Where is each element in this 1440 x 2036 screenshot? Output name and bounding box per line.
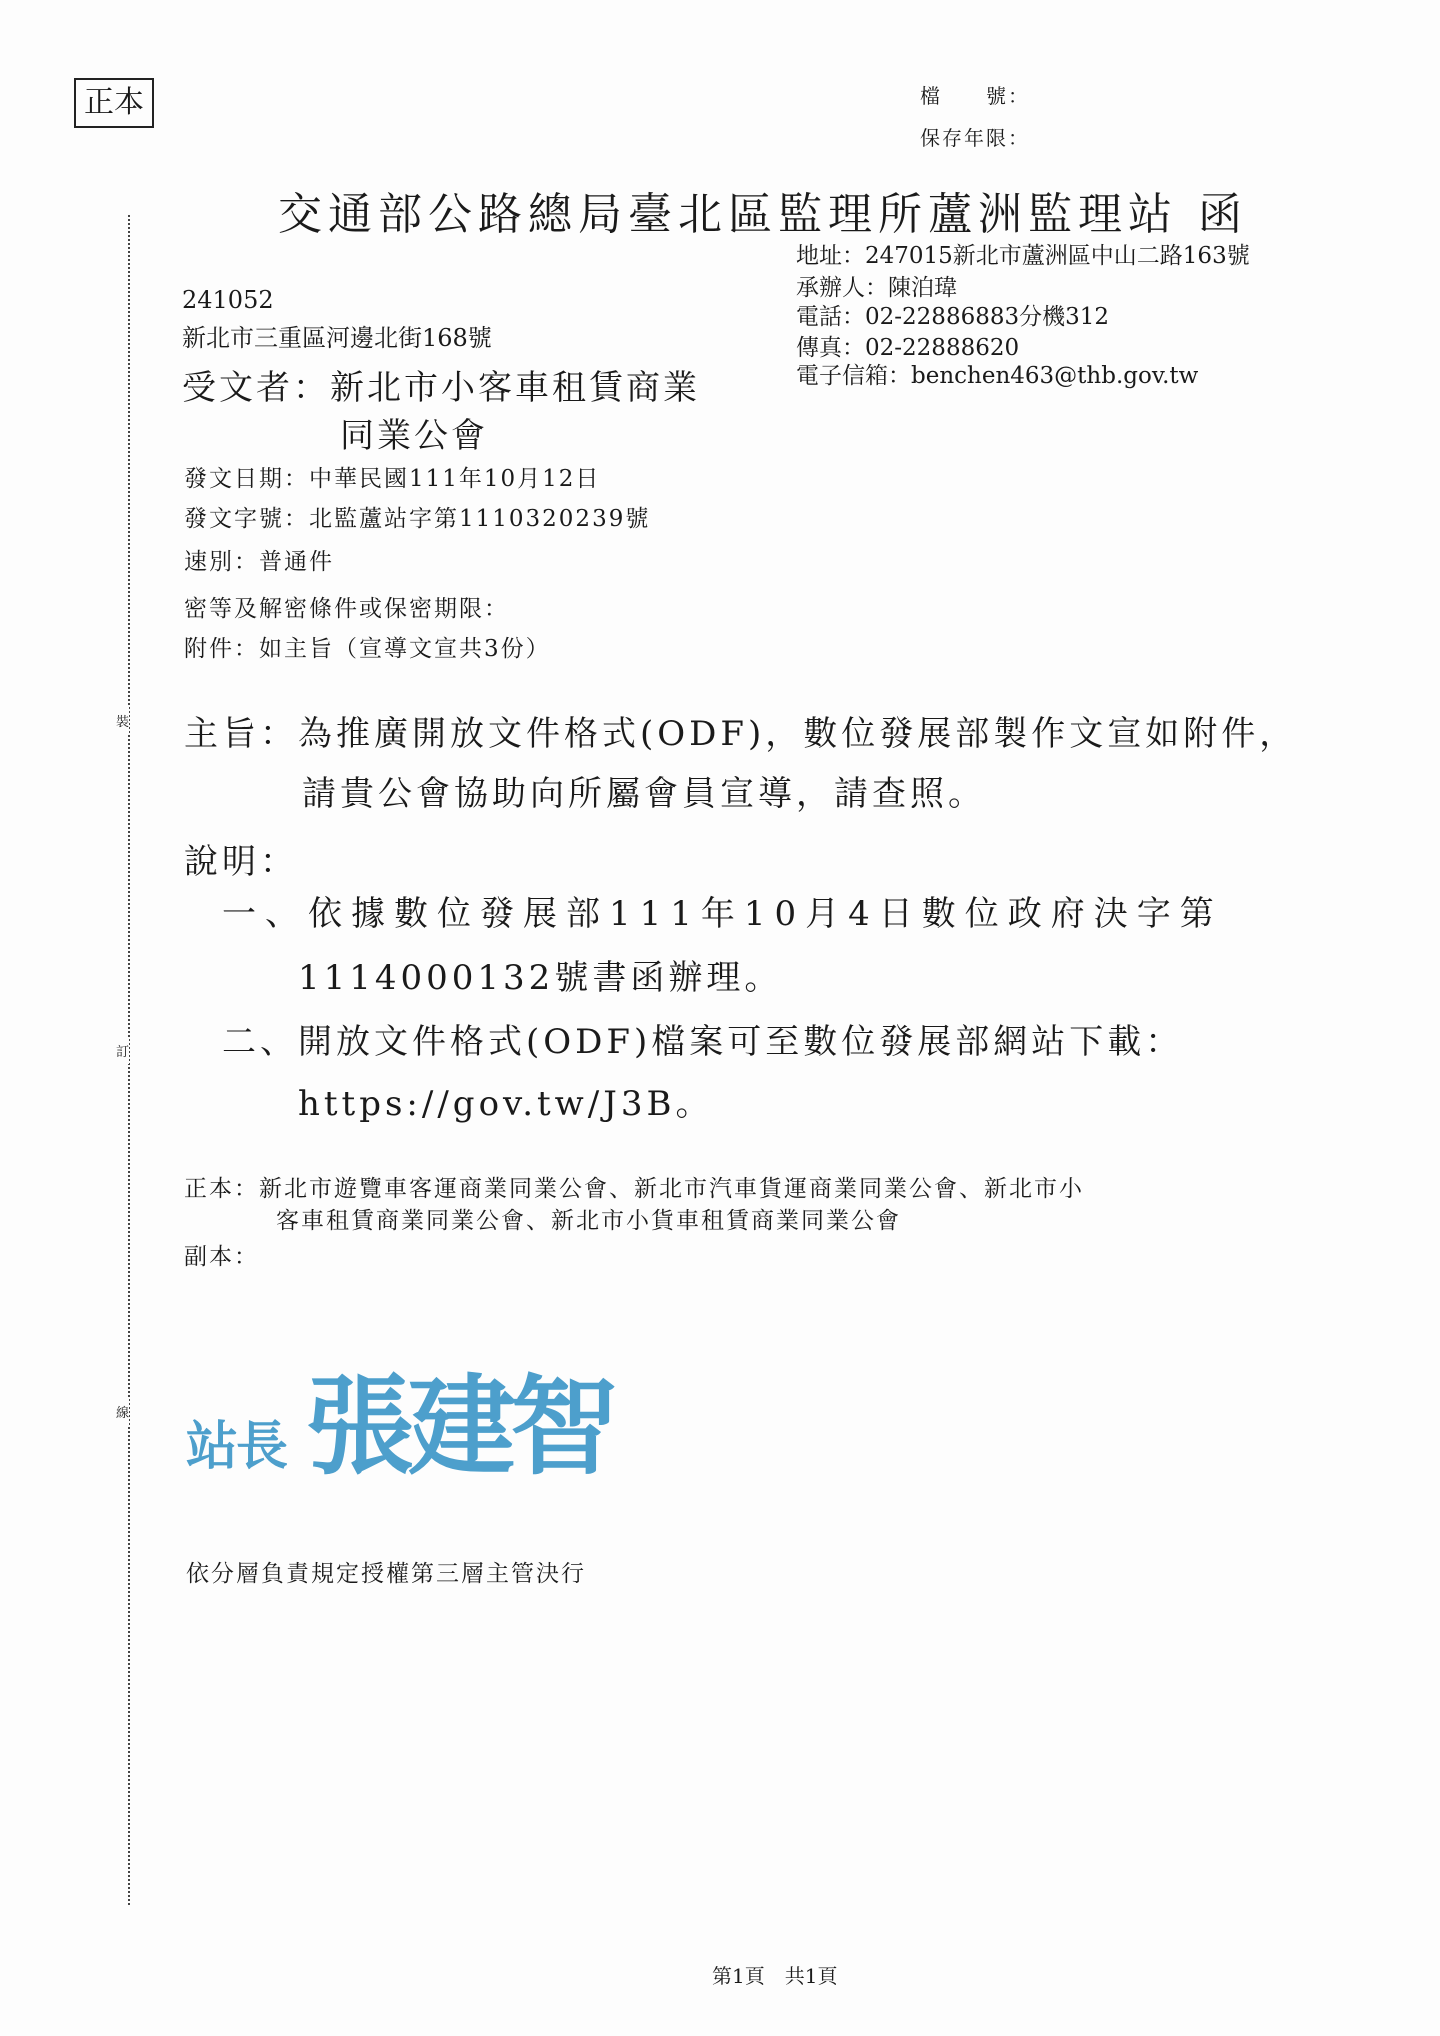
email-address: 電子信箱：benchen463@thb.gov.tw [796,363,1199,389]
handler-name: 承辦人：陳泊瑋 [796,275,957,301]
explanation-item-2-line-2: https://gov.tw/J3B。 [298,1084,714,1124]
document-title: 交通部公路總局臺北區監理所蘆洲監理站 函 [278,189,1248,240]
recipient-line-2: 同業公會 [340,416,488,456]
file-number-label: 檔 號： [920,84,1030,108]
original-recipients-line-2: 客車租賃商業同業公會、新北市小貨車租賃商業同業公會 [276,1208,901,1234]
issue-date: 發文日期：中華民國111年10月12日 [184,466,601,492]
original-copy-mark: 正本 [74,78,154,128]
binding-mark-ding: 訂 [116,1037,129,1064]
director-signature-stamp [186,1340,612,1495]
binding-mark-xian: 線 [116,1398,129,1425]
signature-name: 張建智 [306,1365,613,1490]
explanation-heading: 說明： [184,842,298,882]
delivery-speed: 速別：普通件 [184,549,334,575]
issue-number: 發文字號：北監蘆站字第1110320239號 [184,506,651,532]
recipient-postal-code: 241052 [182,286,274,314]
recipient-street-address: 新北市三重區河邊北街168號 [182,324,492,352]
explanation-item-1-line-2: 1114000132號書函辦理。 [298,958,783,998]
attachment-info: 附件：如主旨（宣導文宣共3份） [184,636,551,662]
fax-number: 傳真：02-22888620 [796,335,1020,361]
explanation-item-1-line-1: 一、依據數位發展部111年10月4日數位政府決字第 [222,894,1223,934]
copy-recipients: 副本： [184,1244,259,1270]
retention-period-label: 保存年限： [920,126,1030,150]
subject-line-2: 請貴公會協助向所屬會員宣導，請查照。 [302,774,986,814]
explanation-item-2-line-1: 二、開放文件格式(ODF)檔案可至數位發展部網站下載： [222,1022,1184,1062]
original-recipients-line-1: 正本：新北市遊覽車客運商業同業公會、新北市汽車貨運商業同業公會、新北市小 [184,1176,1084,1202]
secrecy-level: 密等及解密條件或保密期限： [184,596,509,622]
binding-mark-zhuang: 裝 [116,707,129,734]
page-number: 第1頁 共1頁 [712,1964,838,1988]
recipient-line-1: 受文者：新北市小客車租賃商業 [182,368,700,408]
sender-address: 地址：247015新北市蘆洲區中山二路163號 [796,243,1250,269]
authority-statement: 依分層負責規定授權第三層主管決行 [186,1561,586,1587]
signature-title: 站長 [186,1417,287,1477]
phone-number: 電話：02-22886883分機312 [796,304,1110,330]
subject-line-1: 主旨：為推廣開放文件格式(ODF)，數位發展部製作文宣如附件， [184,714,1298,754]
